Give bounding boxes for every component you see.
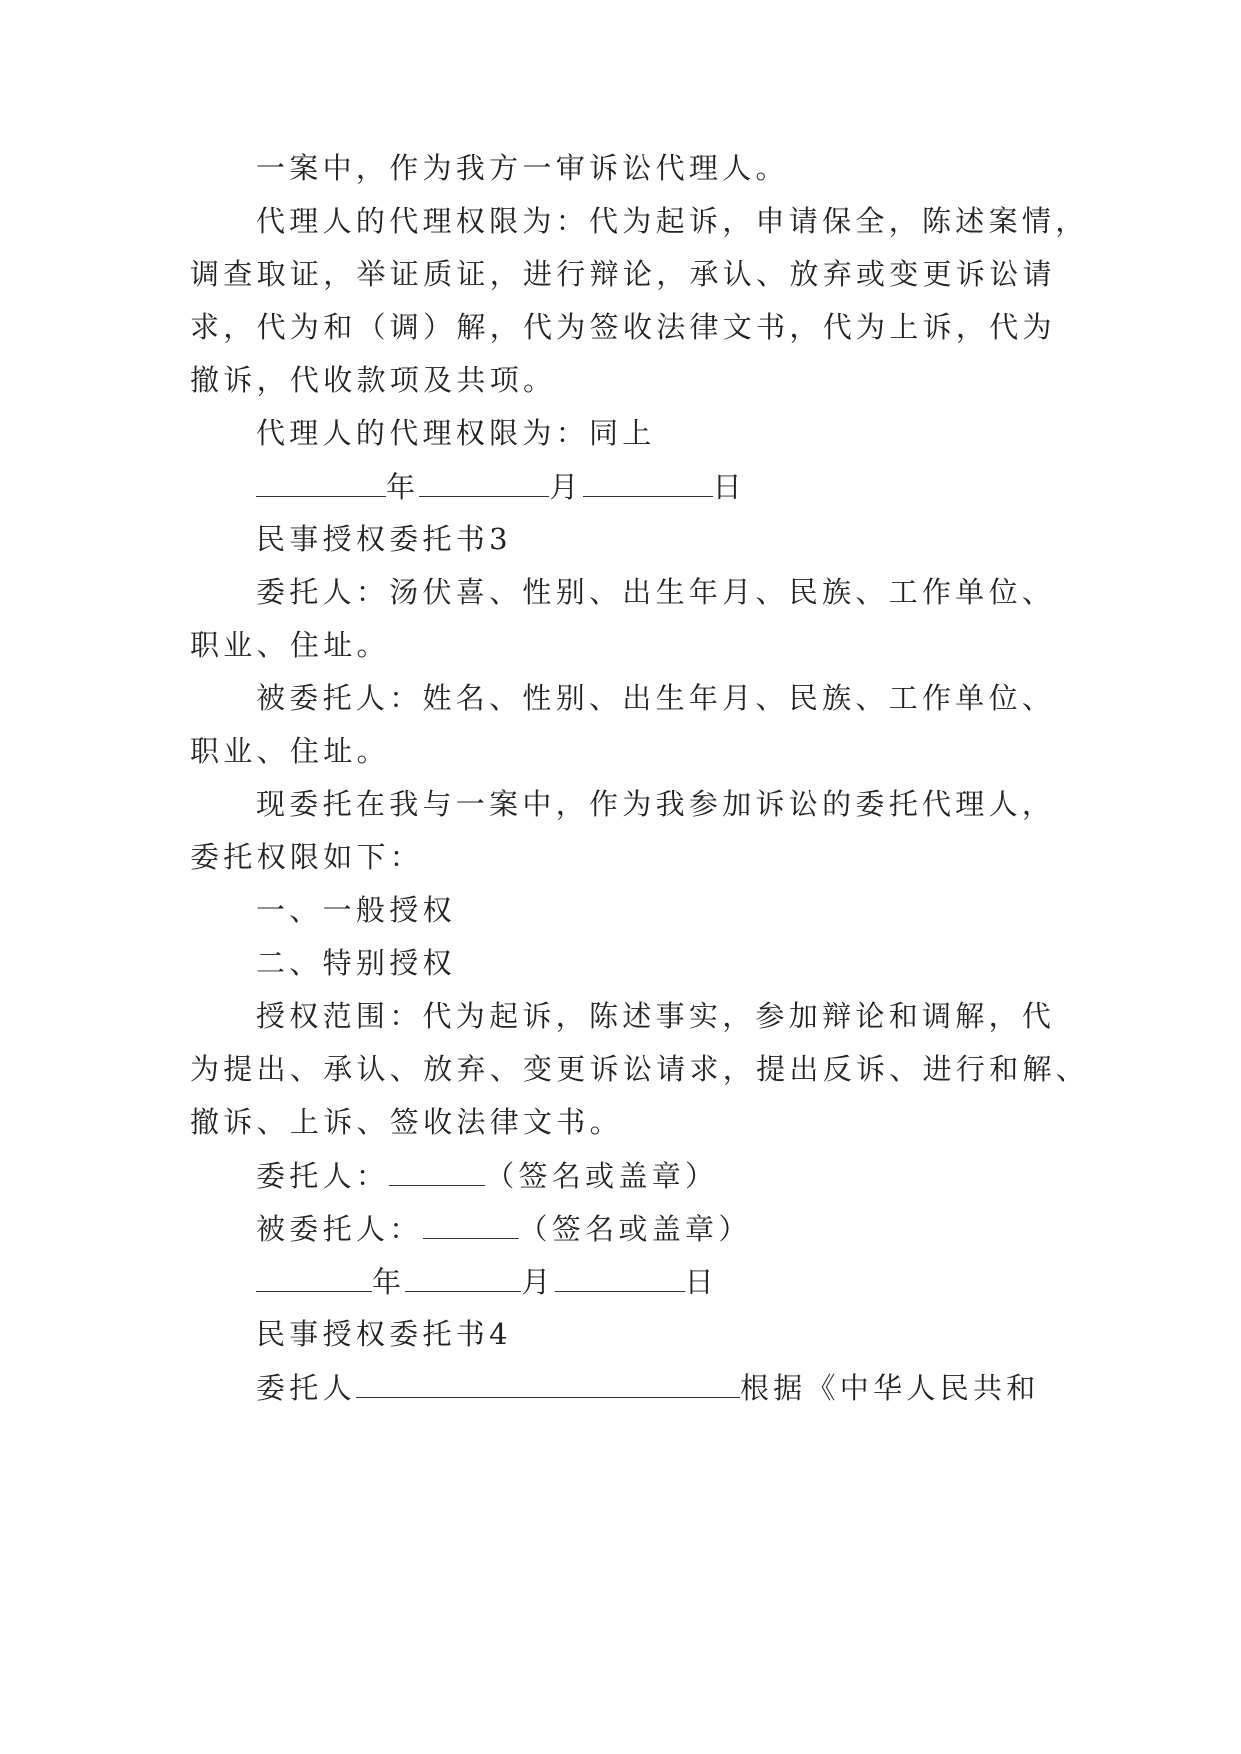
paragraph-line [256,996,1055,1036]
year-label: 年 [386,470,420,504]
label: （签名或盖章） [518,1212,752,1246]
label: （签名或盖章） [485,1159,719,1193]
text: 委托权限如下： [190,840,424,874]
text: 求，代为和（调）解，代为签收法律文书，代为上诉，代为 [190,310,1056,344]
text: 代理人的代理权限为：同上 [256,416,656,450]
paragraph-line [256,784,1055,824]
month-label: 月 [521,1265,555,1299]
label: 委托人 [256,1371,356,1405]
blank-field [256,466,386,497]
paragraph-line [190,837,423,877]
blank-field [423,1208,519,1239]
day-label: 日 [684,1265,718,1299]
blank-field [389,1155,485,1186]
paragraph-line [256,201,1089,241]
text: 一案中，作为我方一审诉讼代理人。 [256,151,789,185]
blank-field [256,1261,372,1292]
text: 代理人的代理权限为：代为起诉，申请保全，陈述案情， [256,204,1089,238]
text: 民事授权委托书4 [256,1317,512,1351]
text: 授权范围：代为起诉，陈述事实，参加辩论和调解，代 [256,999,1056,1033]
text: 职业、住址。 [190,734,390,768]
text: 职业、住址。 [190,628,390,662]
text: 委托人：汤伏喜、性别、出生年月、民族、工作单位、 [256,575,1056,609]
text: 二、特别授权 [256,946,456,980]
month-label: 月 [549,470,583,504]
date-line [256,466,746,506]
paragraph-line [190,625,390,665]
signature-line [256,1155,718,1195]
blank-field [405,1261,521,1292]
paragraph-line [256,1367,1040,1407]
date-line [256,1261,718,1301]
blank-field [356,1367,740,1398]
blank-field [419,466,549,497]
text: 现委托在我与一案中，作为我参加诉讼的委托代理人， [256,787,1056,821]
text: 为提出、承认、放弃、变更诉讼请求，提出反诉、进行和解、 [190,1052,1090,1086]
year-label: 年 [372,1265,406,1299]
text: 撤诉，代收款项及共项。 [190,363,557,397]
blank-field [555,1261,685,1292]
day-label: 日 [712,470,746,504]
section-title [256,1314,512,1354]
paragraph-line [190,360,556,400]
text: 调查取证，举证质证，进行辩论，承认、放弃或变更诉讼请 [190,257,1056,291]
section-title [256,519,512,559]
blank-field [583,466,713,497]
text: 一、一般授权 [256,893,456,927]
signature-line [256,1208,752,1248]
paragraph-line [256,148,789,188]
paragraph-line [190,1102,623,1142]
paragraph-line [190,307,1056,347]
text: 根据《中华人民共和 [739,1371,1040,1405]
paragraph-line [256,572,1055,612]
paragraph-line [190,731,390,771]
paragraph-line [190,254,1056,294]
text: 民事授权委托书3 [256,522,512,556]
paragraph-line [190,1049,1089,1089]
text: 撤诉、上诉、签收法律文书。 [190,1105,623,1139]
label: 委托人： [256,1159,390,1193]
paragraph-line [256,678,1055,718]
text: 被委托人：姓名、性别、出生年月、民族、工作单位、 [256,681,1056,715]
list-item [256,890,456,930]
label: 被委托人： [256,1212,423,1246]
list-item [256,943,456,983]
paragraph-line [256,413,656,453]
